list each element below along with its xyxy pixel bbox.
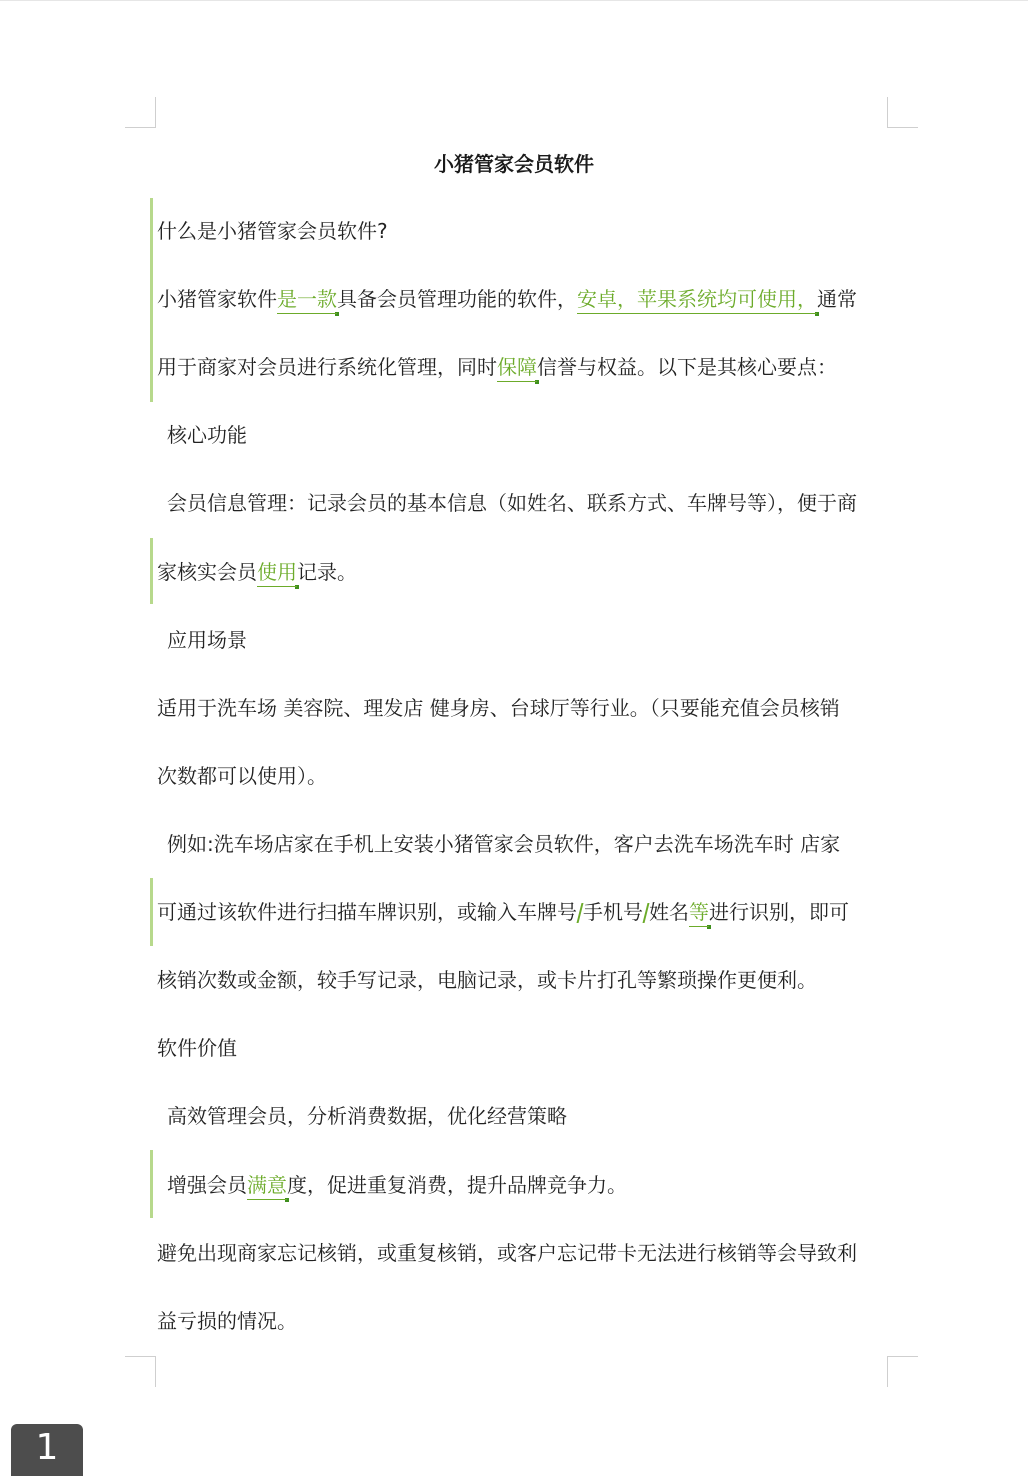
value-line-3: 避免出现商家忘记核销，或重复核销，或客户忘记带卡无法进行核销等会导致利 [157, 1241, 857, 1265]
change-bar [150, 878, 153, 946]
intro-line-2: 用于商家对会员进行系统化管理，同时保障信誉与权益。以下是其核心要点： [157, 355, 837, 379]
scenario-line-1: 适用于洗车场 美容院、理发店 健身房、台球厅等行业。（只要能充值会员核销 [157, 696, 840, 720]
change-bar [150, 198, 153, 402]
change-bar [150, 1150, 153, 1218]
top-border [0, 0, 1028, 1]
example-line-3: 核销次数或金额，较手写记录，电脑记录，或卡片打孔等繁琐操作更便利。 [157, 968, 817, 992]
example-line-2: 可通过该软件进行扫描车牌识别，或输入车牌号 手机号 姓名等进行识别，即可 [157, 900, 849, 924]
margin-corner-top-right [887, 97, 918, 128]
revision-insert: 使用 [257, 560, 297, 584]
value-line-1: 高效管理会员，分析消费数据，优化经营策略 [167, 1104, 567, 1128]
revision-insert: 安卓，苹果系统均可使用， [577, 287, 817, 311]
scenario-line-2: 次数都可以使用）。 [157, 764, 327, 788]
margin-corner-bottom-left [125, 1356, 156, 1387]
change-bar [150, 538, 153, 604]
core-heading: 核心功能 [167, 423, 247, 447]
revision-insert: 满意 [247, 1173, 287, 1197]
revision-mark [577, 901, 583, 923]
revision-insert: 保障 [497, 355, 537, 379]
intro-line-1: 小猪管家软件是一款具备会员管理功能的软件，安卓，苹果系统均可使用，通常 [157, 287, 857, 311]
revision-insert: 是一款 [277, 287, 337, 311]
value-heading: 软件价值 [157, 1036, 237, 1060]
margin-corner-top-left [125, 97, 156, 128]
member-info-line-1: 会员信息管理：记录会员的基本信息（如姓名、联系方式、车牌号等），便于商 [167, 491, 857, 515]
scenario-heading: 应用场景 [167, 628, 247, 652]
example-line-1: 例如:洗车场店家在手机上安装小猪管家会员软件，客户去洗车场洗车时 店家 [167, 832, 841, 856]
revision-insert: 等 [689, 900, 709, 924]
margin-corner-bottom-right [887, 1356, 918, 1387]
document-title: 小猪管家会员软件 [434, 152, 594, 176]
member-info-line-2: 家核实会员使用记录。 [157, 560, 357, 584]
revision-mark [643, 901, 649, 923]
value-line-4: 益亏损的情况。 [157, 1309, 297, 1333]
question-line: 什么是小猪管家会员软件? [157, 219, 388, 243]
page-number-badge[interactable]: 1 [11, 1424, 83, 1476]
value-line-2: 增强会员满意度，促进重复消费，提升品牌竞争力。 [167, 1173, 627, 1197]
